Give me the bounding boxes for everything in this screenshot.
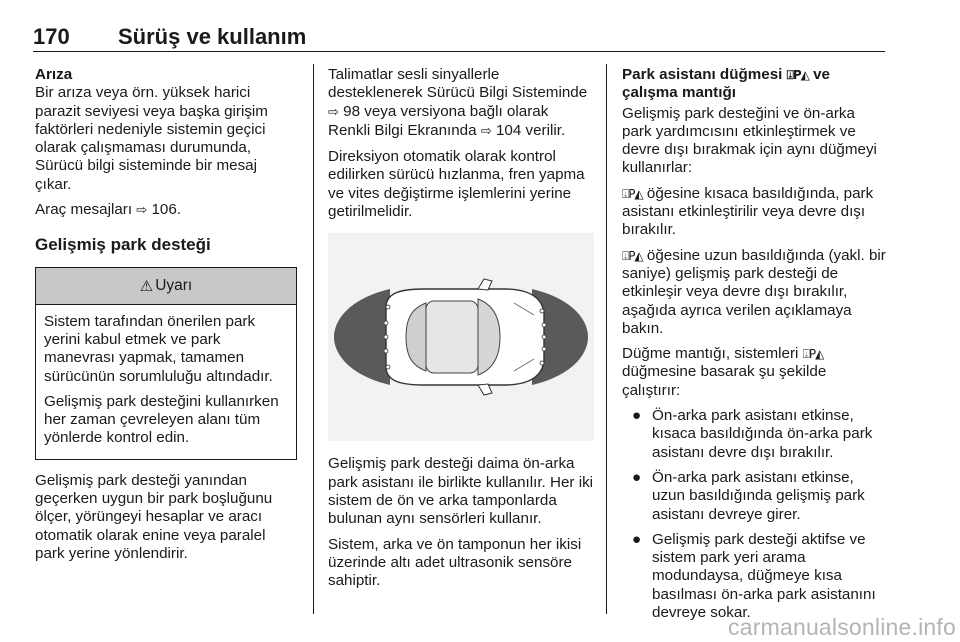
page-number: 170 xyxy=(33,24,70,49)
warning-paragraph-1: Sistem tarafından önerilen park yerini kabul etmek ve park manevrası yapmak, tamamen sürücünün sorumluluğu altındadır. xyxy=(44,312,273,385)
bullet-icon: ● xyxy=(632,468,642,486)
park-assist-icon: ⍗P◭ xyxy=(802,347,824,362)
column-divider-right xyxy=(606,64,607,614)
bullet-icon: ● xyxy=(632,407,642,425)
column-2 xyxy=(328,66,594,597)
logic-text-b: düğmesine basarak şu şekilde çalıştırır: xyxy=(622,363,827,399)
steering-paragraph: Direksiyon otomatik olarak kontrol edilirken sürücü hızlanma, fren yapma ve vites değiştirme işlemlerini yerine getirilmelidir. xyxy=(328,148,585,221)
ariza-text: Bir arıza veya örn. yüksek harici parazit seviyesi veya başka girişim faktörleri nedeniyle sistemin geçici olarak çalışmaması durumunda, Sürücü bilgi sisteminde bir mesaj çıkar. xyxy=(35,84,268,193)
vehicle-messages-label: Araç mesajları xyxy=(35,201,133,219)
instructions-paragraph xyxy=(328,66,594,141)
after-warning-text: Gelişmiş park desteği yanından geçerken uygun bir park boşluğunu ölçer, yörüngeyi hesaplar ve aracı otomatik olarak enine veya paralel park yerine yönlendirir. xyxy=(35,471,273,562)
watermark: carmanualsonline.info xyxy=(728,614,956,640)
park-assist-icon: ⍗P◭ xyxy=(622,186,643,201)
ariza-heading: Arıza xyxy=(35,66,73,83)
column-3 xyxy=(622,66,888,629)
button-logic-heading xyxy=(622,66,888,103)
short-press-paragraph xyxy=(622,185,888,240)
section-heading: Gelişmiş park desteği xyxy=(35,235,211,255)
button-logic-heading-b: ve çalışma mantığı xyxy=(622,66,830,102)
instructions-text-a: Talimatlar sesli sinyallerle desteklenerek Sürücü Bilgi Sisteminde xyxy=(328,66,588,102)
vehicle-messages-ref xyxy=(35,201,297,220)
vehicle-messages-page: 106. xyxy=(151,201,181,219)
warning-triangle-icon: ⚠ xyxy=(139,276,154,295)
list-item xyxy=(622,407,888,462)
park-assist-icon: ⍗P◭ xyxy=(786,68,809,82)
warning-title: Uyarı xyxy=(155,276,193,294)
instructions-text-c: 104 verilir. xyxy=(495,121,566,139)
short-press-text: öğesine kısaca basıldığında, park asistanı etkinleştirilir veya devre dışı bırakılır. xyxy=(622,184,874,239)
sensors-paragraph: Sistem, arka ve ön tamponun her ikisi üzerinde altı adet ultrasonik sensöre sahiptir. xyxy=(328,535,582,590)
list-item-text: Gelişmiş park desteği aktifse ve sistem park yeri arama modundaysa, düğmeye kısa basılması ön-arka park asistanını devreye sokar. xyxy=(652,530,876,622)
list-item xyxy=(622,469,888,524)
car-sensor-illustration xyxy=(328,233,594,441)
logic-bullet-list xyxy=(622,407,888,622)
bullet-icon: ● xyxy=(632,530,642,548)
logic-text-a: Düğme mantığı, sistemleri xyxy=(622,345,799,363)
list-item-text: Ön-arka park asistanı etkinse, uzun basıldığında gelişmiş park asistanı devreye girer. xyxy=(652,468,865,523)
warning-paragraph-2: Gelişmiş park desteğini kullanırken her zaman çevreleyen alanı tüm yönlerde kontrol edin. xyxy=(44,392,279,447)
instructions-text-b: 98 veya versiyona bağlı olarak Renkli Bilgi Ekranında xyxy=(328,102,549,139)
long-press-text: öğesine uzun basıldığında (yakl. bir saniye) gelişmiş park desteği de etkinleşir veya devre dışı bırakılır, aşağıda ayrıca verilen açıklamaya bakın. xyxy=(622,246,886,337)
column-1 xyxy=(35,66,297,570)
page-ref-icon: ⇨ xyxy=(480,123,492,139)
long-press-paragraph xyxy=(622,247,888,338)
column-divider-left xyxy=(313,64,314,614)
page-title: Sürüş ve kullanım xyxy=(118,24,307,49)
list-item xyxy=(622,531,888,622)
list-item-text: Ön-arka park asistanı etkinse, kısaca basıldığında ön-arka park asistanı devre dışı bırakılır. xyxy=(652,407,873,461)
button-logic-heading-a: Park asistanı düğmesi xyxy=(622,66,783,83)
logic-paragraph xyxy=(622,345,888,400)
car-top-view-icon xyxy=(328,233,594,441)
warning-header xyxy=(36,268,296,305)
header-rule xyxy=(33,51,885,52)
warning-body xyxy=(36,305,296,459)
park-assist-icon: ⍗P◭ xyxy=(622,248,643,263)
combined-use-paragraph: Gelişmiş park desteği daima ön-arka park asistanı ile birlikte kullanılır. Her iki sistem de ön ve arka tamponlarda bulunan aynı sensörleri kullanır. xyxy=(328,455,594,528)
page-ref-icon: ⇨ xyxy=(328,104,339,120)
page-ref-icon: ⇨ xyxy=(136,203,148,219)
warning-box xyxy=(35,267,297,460)
button-intro-paragraph: Gelişmiş park desteğini ve ön-arka park yardımcısını etkinleştirmek ve devre dışı bırakmak için aynı düğmeyi kullanırlar: xyxy=(622,104,877,177)
